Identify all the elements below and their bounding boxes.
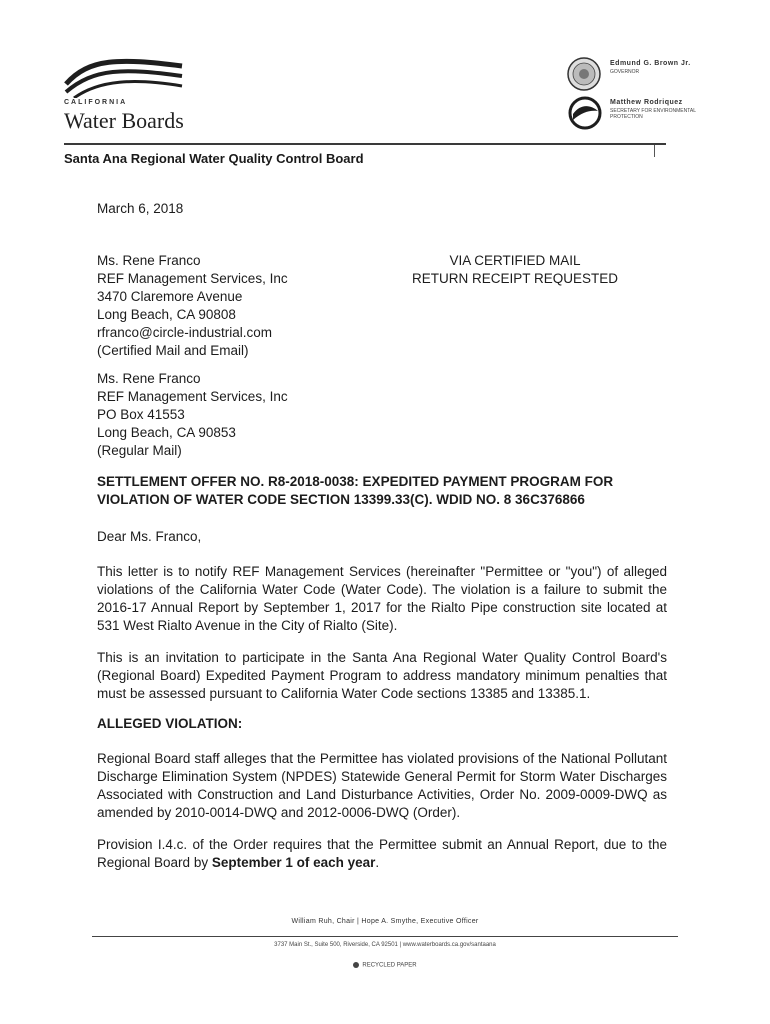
governor-name: Edmund G. Brown Jr.	[610, 60, 691, 67]
recycle-icon	[353, 962, 359, 968]
secretary-name: Matthew Rodriquez	[610, 99, 683, 106]
header-rule-tick	[654, 145, 655, 157]
paragraph-1: This letter is to notify REF Management Services (hereinafter "Permittee or "you") of alleged violations of the California Water Code (Water Code). The violation is a failure to submit the 2016-17 Annual Report by September 1, 2017 for the Rialto Pipe construction site located at 531 West Rialto Avenue in the City of Rialto (Site).	[97, 564, 667, 633]
footer-rule	[92, 936, 678, 937]
salutation: Dear Ms. Franco,	[97, 529, 202, 544]
delivery-line-2: RETURN RECEIPT REQUESTED	[411, 271, 619, 286]
paragraph-4	[97, 836, 667, 872]
logo-state-text: CALIFORNIA	[64, 99, 128, 106]
paragraph-4-bold: September 1 of each year	[211, 855, 376, 870]
logo-name-text: Water Boards	[64, 108, 184, 133]
calepa-logo-icon	[568, 96, 602, 130]
paragraph-4-end: .	[375, 855, 380, 870]
board-name: Santa Ana Regional Water Quality Control Board	[64, 151, 364, 166]
delivery-method	[400, 252, 630, 288]
secretary-title: SECRETARY FOR ENVIRONMENTAL PROTECTION	[610, 108, 696, 120]
delivery-line-1: VIA CERTIFIED MAIL	[449, 253, 581, 268]
paragraph-3: Regional Board staff alleges that the Permittee has violated provisions of the National Pollutant Discharge Elimination System (NPDES) Statewide General Permit for Storm Water Discharges Associated with Construction and Land Disturbance Activities, Order No. 2009-0009-DWQ as amended by 2010-0014-DWQ and 2012-0006-DWQ (Order).	[97, 751, 667, 820]
recycled-text: RECYCLED PAPER	[362, 962, 417, 969]
paragraph-2: This is an invitation to participate in the Santa Ana Regional Water Quality Control Board's (Regional Board) Expedited Payment Program to address mandatory minimum penalties that must be assessed pursuant to California Water Code sections 13385 and 13385.1.	[97, 650, 667, 701]
recipient-address-2: Ms. Rene Franco REF Management Services, Inc PO Box 41553 Long Beach, CA 90853 (Regular Mail)	[97, 371, 288, 458]
recipient-address-1: Ms. Rene Franco REF Management Services, Inc 3470 Claremore Avenue Long Beach, CA 90808 rfranco@circle-industrial.com (Certified Mail and Email)	[97, 253, 288, 358]
footer-address: 3737 Main St., Suite 500, Riverside, CA 92501 | www.waterboards.ca.gov/santaana	[274, 942, 496, 948]
footer-officers: William Ruh, Chair | Hope A. Smythe, Executive Officer	[291, 918, 479, 925]
governor-title: GOVERNOR	[610, 69, 640, 75]
letter-subject: SETTLEMENT OFFER NO. R8-2018-0038: EXPEDITED PAYMENT PROGRAM FOR VIOLATION OF WATER CODE SECTION 13399.33(C). WDID NO. 8 36C376866	[97, 474, 614, 507]
footer-recycled	[0, 962, 770, 969]
header-rule	[64, 143, 666, 145]
letter-date: March 6, 2018	[97, 201, 184, 216]
paragraph-4-start: Provision I.4.c. of the Order requires that the Permittee submit an Annual Report, due to the Regional Board by	[97, 837, 667, 870]
alleged-violation-heading: ALLEGED VIOLATION:	[97, 716, 243, 731]
water-boards-wave-logo	[64, 54, 184, 98]
state-seal-icon	[566, 56, 602, 92]
